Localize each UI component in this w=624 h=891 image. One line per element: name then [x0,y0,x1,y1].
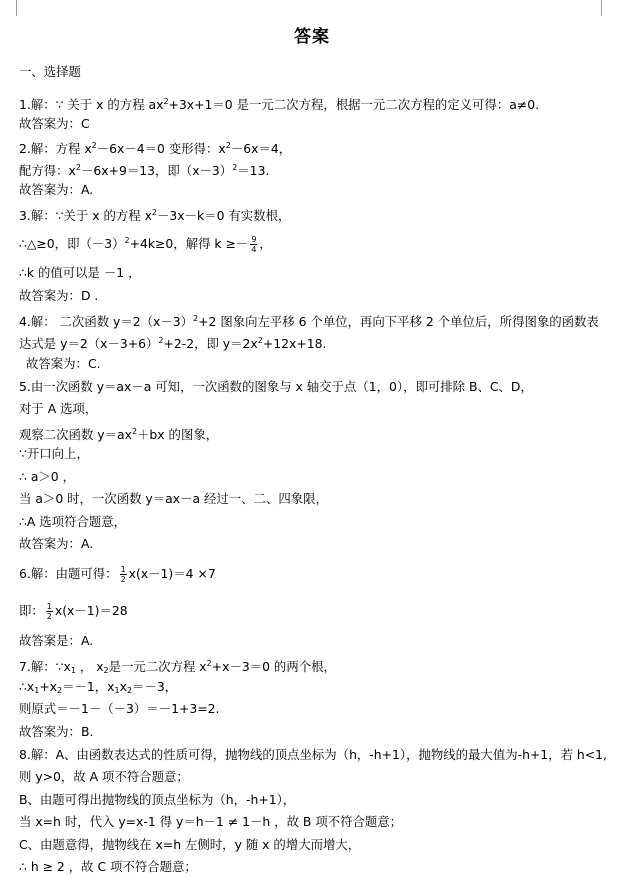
q7-solution-line: 7.解：$\because x_1$ ， $x_2$是一元二次方程 $x^2+x-3=0$ 的两个根， [19,659,336,675]
q7-solution-line: $\therefore x_1+x_2=-1$，$x_1x_2=-3$， [19,679,178,695]
q6-solution-line: 即： $\frac{1}{2}$ x(x－1)＝28 [19,602,128,621]
q1-answer: 故答案为：C [19,116,90,131]
q3-answer: 故答案为：D . [19,288,99,303]
section-heading: 一、选择题 [19,64,81,79]
q1-solution: 1.解：∵ 关于 x 的方程 $ax^2+3x+1=0$ 是一元二次方程，根据一元二次方程的定义可得：a≠0. [19,97,540,112]
q7-answer: 故答案为：B. [19,724,94,739]
q8-solution-line: 当 x=h 时，代入 y=x-1 得 y＝h－1 ≠ 1－h ，故 B 项不符合题意； [19,814,403,829]
q4-solution-line: 4.解： 二次函数 $y=2(x-3)^2+2$ 图象向左平移 6 个单位，再向下平移 2 个单位后，所得图象的函数表 [19,314,599,329]
q3-solution-line: ∴k 的值可以是 －1 ， [19,265,141,280]
q4-answer: 故答案为：C. [26,356,101,371]
q8-solution-line: B、由题可得出抛物线的顶点坐标为（h，-h+1）， [19,792,296,807]
fraction: $\frac{9}{4}$ [251,235,257,254]
q8-solution-line: ∴ h ≥ 2 ，故 C 项不符合题意； [19,859,197,874]
q5-solution-line: ∴A 选项符合题意， [19,514,127,529]
q8-solution-line: 8.解：A、由函数表达式的性质可得，抛物线的顶点坐标为（h，-h+1），抛物线的最大值为-h+1，若 h<1, [19,747,607,762]
q8-solution-line: 则 y>0，故 A 项不符合题意； [19,769,189,784]
q2-solution-line: 配方得：$x^2-6x+9=13$，即$(x-3)^2=13$. [19,163,270,178]
q3-solution-line: ∴△≥0，即$(-3)^2+4k\ge 0$，解得 k ≥－ $\frac{9}{4}$ ， [19,235,272,254]
fraction: $\frac{1}{2}$ [120,565,126,584]
q3-solution-line: 3.解：∵关于 x 的方程 $x^2-3x-k=0$ 有实数根， [19,208,291,223]
q5-solution-line: ∵开口向上， [19,446,89,461]
q2-solution-line: 2.解：方程 $x^2-6x-4=0$ 变形得：$x^2-6x=4$， [19,141,292,156]
q2-answer: 故答案为：A. [19,182,94,197]
q8-solution-line: C、由题意得，抛物线在 x=h 左侧时，y 随 x 的增大而增大， [19,837,361,852]
margin-corner-mark [601,0,618,16]
fraction: $\frac{1}{2}$ [46,602,52,621]
q5-solution-line: ∴ a＞0 ， [19,469,76,484]
q5-solution-line: 5.由一次函数 y＝ax－a 可知，一次函数的图象与 x 轴交于点（1，0），即可排除 B、C、D， [19,379,533,394]
q4-solution-line: 达式是 $y=2(x-3+6)^2+2-2$，即 $y=2x^2+12x+18$. [19,336,327,351]
q5-solution-line: 观察二次函数 $y=ax^2+bx$ 的图象， [19,427,219,442]
margin-corner-mark [0,0,17,16]
q5-answer: 故答案为：A. [19,536,94,551]
q5-solution-line: 当 a＞0 时，一次函数 y＝ax－a 经过一、二、四象限， [19,491,328,506]
page-title: 答案 [294,27,330,47]
q5-solution-line: 对于 A 选项， [19,401,98,416]
q7-solution-line: 则原式＝－1－（－3）＝－1+3=2. [19,701,220,716]
q6-answer: 故答案是：A. [19,633,94,648]
q6-solution-line: 6.解：由题可得： $\frac{1}{2}$ x(x－1)＝4 ×7 [19,565,216,584]
